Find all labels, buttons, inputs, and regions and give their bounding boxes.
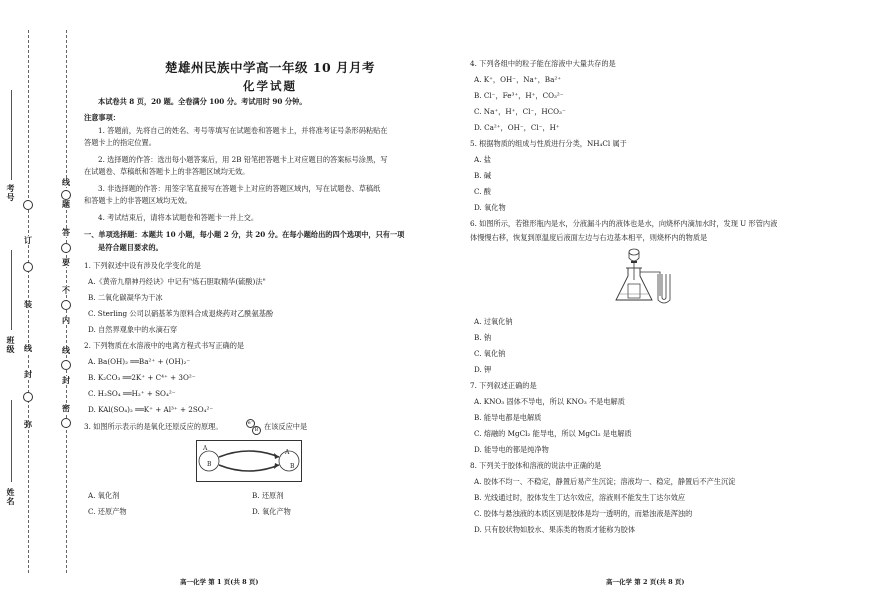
- kaohao-field-line[interactable]: [11, 90, 12, 180]
- q1-option-c: C. Sterling 公司以硝基苯为原料合成退烧药对乙酰氨基酚: [88, 309, 274, 318]
- exam-info: 本试卷共 8 页，20 题。全卷满分 100 分。考试用时 90 分钟。: [98, 97, 307, 106]
- q5-option-d: D. 氧化物: [474, 203, 506, 212]
- section1-heading: 一、单项选择题：本题共 10 小题，每小题 2 分，共 20 分。在每小题给出的四个选项中，只有一项: [84, 230, 405, 239]
- q6-option-a: A. 过氧化钠: [474, 317, 513, 326]
- q8-option-d: D. 只有胶状物如胶水、果冻类的物质才能称为胶体: [474, 525, 636, 534]
- q3-option-b: B. 还原剂: [252, 491, 284, 500]
- q3-option-d: D. 氧化产物: [252, 507, 291, 516]
- binding-margin: [0, 0, 82, 603]
- seal-char: 订: [24, 235, 32, 245]
- redox-diagram: [196, 440, 302, 482]
- banji-label: 班级: [6, 336, 16, 354]
- seal-char: 答: [62, 227, 70, 237]
- notice-item: 和答题卡上的非答题区域均无效。: [84, 196, 192, 205]
- q8-option-b: B. 光线通过时，胶体发生丁达尔效应，溶液则不能发生丁达尔效应: [474, 493, 686, 502]
- q1-option-d: D. 自然界观象中的水滴石穿: [88, 325, 178, 334]
- seal-char: 线: [62, 345, 70, 355]
- xingming-label: 姓名: [6, 488, 16, 506]
- exam-subtitle: 化学试题: [243, 79, 297, 93]
- seal-char: 封: [62, 375, 70, 385]
- q8-option-a: A. 胶体不均一、不稳定，静置后易产生沉淀；溶液均一、稳定，静置后不产生沉淀: [474, 477, 736, 486]
- q1-option-a: A.《黄帝九鼎神丹经诀》中记有"炼石胆取精华(硫酸)法": [88, 277, 266, 286]
- q4-option-a: A. K⁺，OH⁻，Na⁺，Ba²⁺: [474, 75, 562, 84]
- seal-circle: [61, 243, 71, 253]
- q6-stem: 6. 如图所示，若锥形瓶内是水，分液漏斗内的液体也是水，向烧杯内滴加水时，发现 U 形管内液: [470, 219, 778, 228]
- exam-title: 楚雄州民族中学高一年级 10 月月考: [164, 60, 376, 75]
- seal-circle: [61, 360, 71, 370]
- q4-option-c: C. Na⁺，H⁺，Cl⁻，HCO₃⁻: [474, 107, 566, 116]
- q4-option-b: B. Cl⁻，Fe³⁺，H⁺，CO₃²⁻: [474, 91, 564, 100]
- q5-option-b: B. 碱: [474, 171, 492, 180]
- seal-char: 内: [62, 315, 70, 325]
- seal-circle: [23, 262, 33, 272]
- diagram-label-b-left: B: [207, 461, 212, 468]
- redox-diagram-svg: [197, 441, 301, 481]
- q3-stem: 3. 如图所示表示的是氧化还原反应的原理。: [84, 422, 223, 431]
- seal-char: 弥: [24, 419, 32, 429]
- q8-option-c: C. 胶体与悬浊液的本质区别是胶体是均一透明的，而悬浊液是浑浊的: [474, 509, 693, 518]
- seal-circle: [61, 300, 71, 310]
- q2-stem: 2. 下列物质在水溶液中的电离方程式书写正确的是: [84, 341, 245, 350]
- q6-option-d: D. 钾: [474, 365, 492, 374]
- q2-option-d: D. KAl(SO₄)₂ ══K⁺ + Al³⁺ + 2SO₄²⁻: [88, 405, 214, 414]
- banji-field-line[interactable]: [11, 250, 12, 330]
- notice-item: 1. 答题前，先将自己的姓名、考号等填写在试题卷和答题卡上，并将准考证号条形码粘贴在: [98, 126, 388, 135]
- electron-icon: e⁻: [247, 420, 254, 426]
- diagram-label-b-right: B: [290, 463, 295, 470]
- q4-option-d: D. Ca²⁺，OH⁻，Cl⁻，H⁺: [474, 123, 560, 132]
- seal-char: 装: [24, 299, 32, 309]
- q3-stem-tail: 在该反应中是: [264, 422, 308, 431]
- seal-char: 线: [62, 177, 70, 187]
- q8-stem: 8. 下列关于胶体和溶液的说法中正确的是: [470, 461, 602, 470]
- page-footer-left: 高一化学 第 1 页(共 8 页): [180, 578, 259, 586]
- q5-option-c: C. 酸: [474, 187, 491, 196]
- diagram-label-a-right: A: [285, 449, 290, 456]
- notice-item: 在试题卷、草稿纸和答题卡上的非答题区域均无效。: [84, 167, 250, 176]
- seal-char: 封: [24, 369, 32, 379]
- q7-option-a: A. KNO₃ 固体不导电，所以 KNO₃ 不是电解质: [474, 397, 625, 406]
- q1-stem: 1. 下列叙述中设有涉及化学变化的是: [84, 261, 201, 270]
- seal-circle: [23, 392, 33, 402]
- seal-char: 不: [62, 285, 70, 295]
- q2-option-b: B. K₂CO₃ ══2K⁺ + C⁴⁺ + 3O²⁻: [88, 373, 196, 382]
- q2-option-a: A. Ba(OH)₂ ══Ba²⁺ + (OH)₂⁻: [88, 357, 191, 366]
- q3-option-a: A. 氧化剂: [88, 491, 120, 500]
- q2-option-c: C. H₂SO₄ ══H₂⁺ + SO₄²⁻: [88, 389, 176, 398]
- xingming-field-line[interactable]: [11, 400, 12, 482]
- seal-char: 要: [62, 257, 70, 267]
- q1-option-b: B. 二氧化碳凝华为干冰: [88, 293, 163, 302]
- notice-item: 答题卡上的指定位置。: [84, 138, 156, 147]
- seal-char: 密: [62, 403, 70, 413]
- q5-stem: 5. 根据物质的组成与性质进行分类，NH₄Cl 属于: [470, 139, 627, 148]
- section1-heading-cont: 是符合题目要求的。: [98, 243, 163, 252]
- notice-item: 2. 选择题的作答：选出每小题答案后，用 2B 铅笔把答题卡上对应题目的答案标号涂黑，写: [98, 155, 388, 164]
- q6-option-b: B. 钠: [474, 333, 492, 342]
- seal-char: 题: [62, 199, 70, 209]
- diagram-label-a-left: A: [203, 445, 208, 452]
- b-particle-icon: B: [252, 426, 261, 435]
- seal-circle: [23, 200, 33, 210]
- q7-option-b: B. 能导电都是电解质: [474, 413, 542, 422]
- q6-stem-cont: 体慢慢右移，恢复到原温度后液面左边与右边基本相平，则烧杯内的物质是: [470, 233, 708, 242]
- page-footer-right: 高一化学 第 2 页(共 8 页): [606, 578, 685, 586]
- q3-option-c: C. 还原产物: [88, 507, 127, 516]
- kaohao-label: 考号: [6, 184, 16, 202]
- q5-option-a: A. 盐: [474, 155, 491, 164]
- u-tube-apparatus-diagram: [610, 244, 680, 310]
- seal-circle: [61, 418, 71, 428]
- seal-char: 线: [24, 343, 32, 353]
- notice-heading: 注意事项：: [84, 113, 120, 122]
- q7-option-c: C. 熔融的 MgCl₂ 能导电，所以 MgCl₂ 是电解质: [474, 429, 632, 438]
- q7-option-d: D. 能导电的都是纯净物: [474, 445, 549, 454]
- notice-item: 4. 考试结束后，请将本试题卷和答题卡一并上交。: [98, 213, 259, 222]
- q4-stem: 4. 下列各组中的粒子能在溶液中大量共存的是: [470, 59, 616, 68]
- q6-option-c: C. 氧化钠: [474, 349, 506, 358]
- q7-stem: 7. 下列叙述正确的是: [470, 381, 537, 390]
- notice-item: 3. 非选择题的作答：用签字笔直接写在答题卡上对应的答题区域内，写在试题卷、草稿纸: [98, 184, 381, 193]
